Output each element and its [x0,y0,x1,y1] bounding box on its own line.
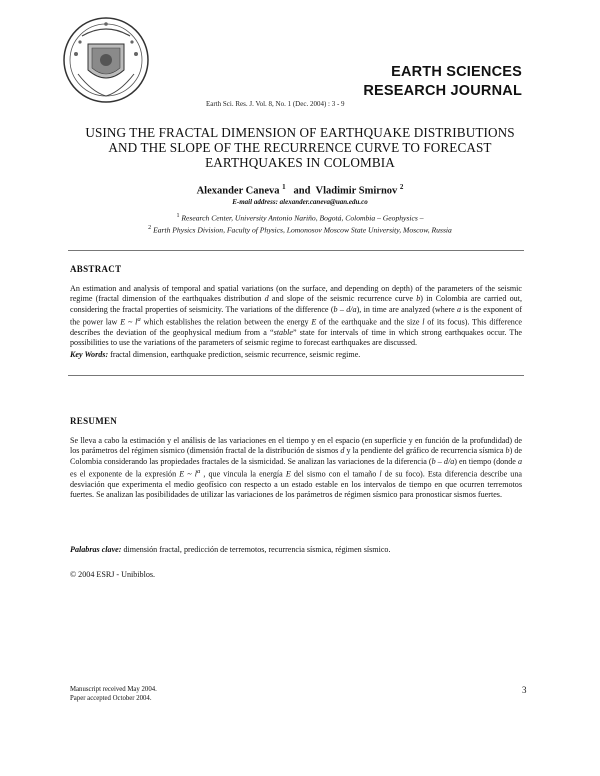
keywords-text: fractal dimension, earthquake prediction, seismic recurrence, seismic regime. [108,350,361,359]
divider [68,250,524,251]
journal-name [336,63,522,101]
accepted-date: Paper accepted October 2004. [70,694,152,702]
affiliation-2-sup: 2 [148,225,152,231]
affiliation-2 [60,225,540,235]
affiliation-2-text: Earth Physics Division, Faculty of Physics, Lomonosov Moscow State University, Moscow, Russia [153,225,452,235]
citation: Earth Sci. Res. J. Vol. 8, No. 1 (Dec. 2004) : 3 - 9 [206,100,345,108]
title-line3: EARTHQUAKES IN COLOMBIA [205,155,395,170]
university-seal-logo [62,14,150,106]
page-number: 3 [522,685,527,695]
abstract-body: An estimation and analysis of temporal and spatial variations (on the surface, and depending on depth) of the parameters of the seismic regime (fractal dimension of the earthquakes distribution d and slope of the seismic recurrence curve b) in Colombia are carried out, considering the fractal properties of seismicity. The variations of the difference (b – d/a), in time are analyzed (where a is the exponent of the power law E ~ $l^a$ which establishes the relation between the energy E of the earthquake and the size l of its focus). This difference describes the deviation of the geophysical medium from a “stable” state for intervals of time in which strong earthquakes occur. The possibilities to use the variations of the parameters of seismic regime to forecast earthquakes are discussed. [70,284,523,348]
palabras-clave-label: Palabras clave: [70,545,122,554]
author-2-affil: 2 [399,183,404,191]
keywords-label: Key Words: [70,350,109,359]
journal-name-line2: RESEARCH JOURNAL [363,83,522,99]
divider [68,375,524,376]
title-line2: AND THE SLOPE OF THE RECURRENCE CURVE TO FORECAST [108,140,492,155]
palabras-clave-text: dimensión fractal, predicción de terremotos, recurrencia sísmica, régimen sísmico. [121,545,391,554]
palabras-clave [70,545,522,554]
manuscript-dates [70,686,157,703]
copyright: © 2004 ESRJ - Unibiblos. [70,570,156,579]
resumen-body: Se lleva a cabo la estimación y el análisis de las variaciones en el tiempo y en el espacio (en superficie y en función de la profundidad) de los parámetros del régimen sísmico (dimensión fractal de la distribución de sismos d y la pendiente del gráfico de recurrencia sísmica b) de Colombia considerando las propiedades fractales de la sismicidad. Se analizan las variaciones de la diferencia (b – d/a) en tiempo (donde a es el exponente de la expresión E ~ $l^a$ , que vincula la energía E del sismo con el tamaño l de su foco). Esta diferencia describe una desviación que experimenta el medio geofísico con respecto a un estado estable en los intervalos de tiempo en que ocurren terremotos fuertes. Se analizan las posibilidades de utilizar las variaciones de los parámetros de régimen sísmico para pronosticar sismos fuertes. [70,436,522,500]
resumen-heading: RESUMEN [70,416,118,426]
affiliation-1-sup: 1 [176,213,180,219]
affiliation-1-text: Research Center, University Antonio Nariño, Bogotá, Colombia – Geophysics – [181,213,424,223]
received-date: Manuscript received May 2004. [70,686,157,693]
paper-title [60,125,540,170]
author-1: Alexander Caneva [196,185,280,197]
author-separator: and [293,185,311,197]
title-line1: USING THE FRACTAL DIMENSION OF EARTHQUAKE DISTRIBUTIONS [85,125,515,140]
journal-name-line1: EARTH SCIENCES [391,64,522,80]
author-2: Vladimir Smirnov [315,185,398,197]
authors [60,183,540,197]
author-1-affil: 1 [282,183,286,191]
keywords [70,350,522,359]
abstract-heading: ABSTRACT [70,264,122,274]
affiliation-1 [60,213,540,223]
author-email: E-mail address: alexander.caneva@uan.edu.co [232,198,368,206]
